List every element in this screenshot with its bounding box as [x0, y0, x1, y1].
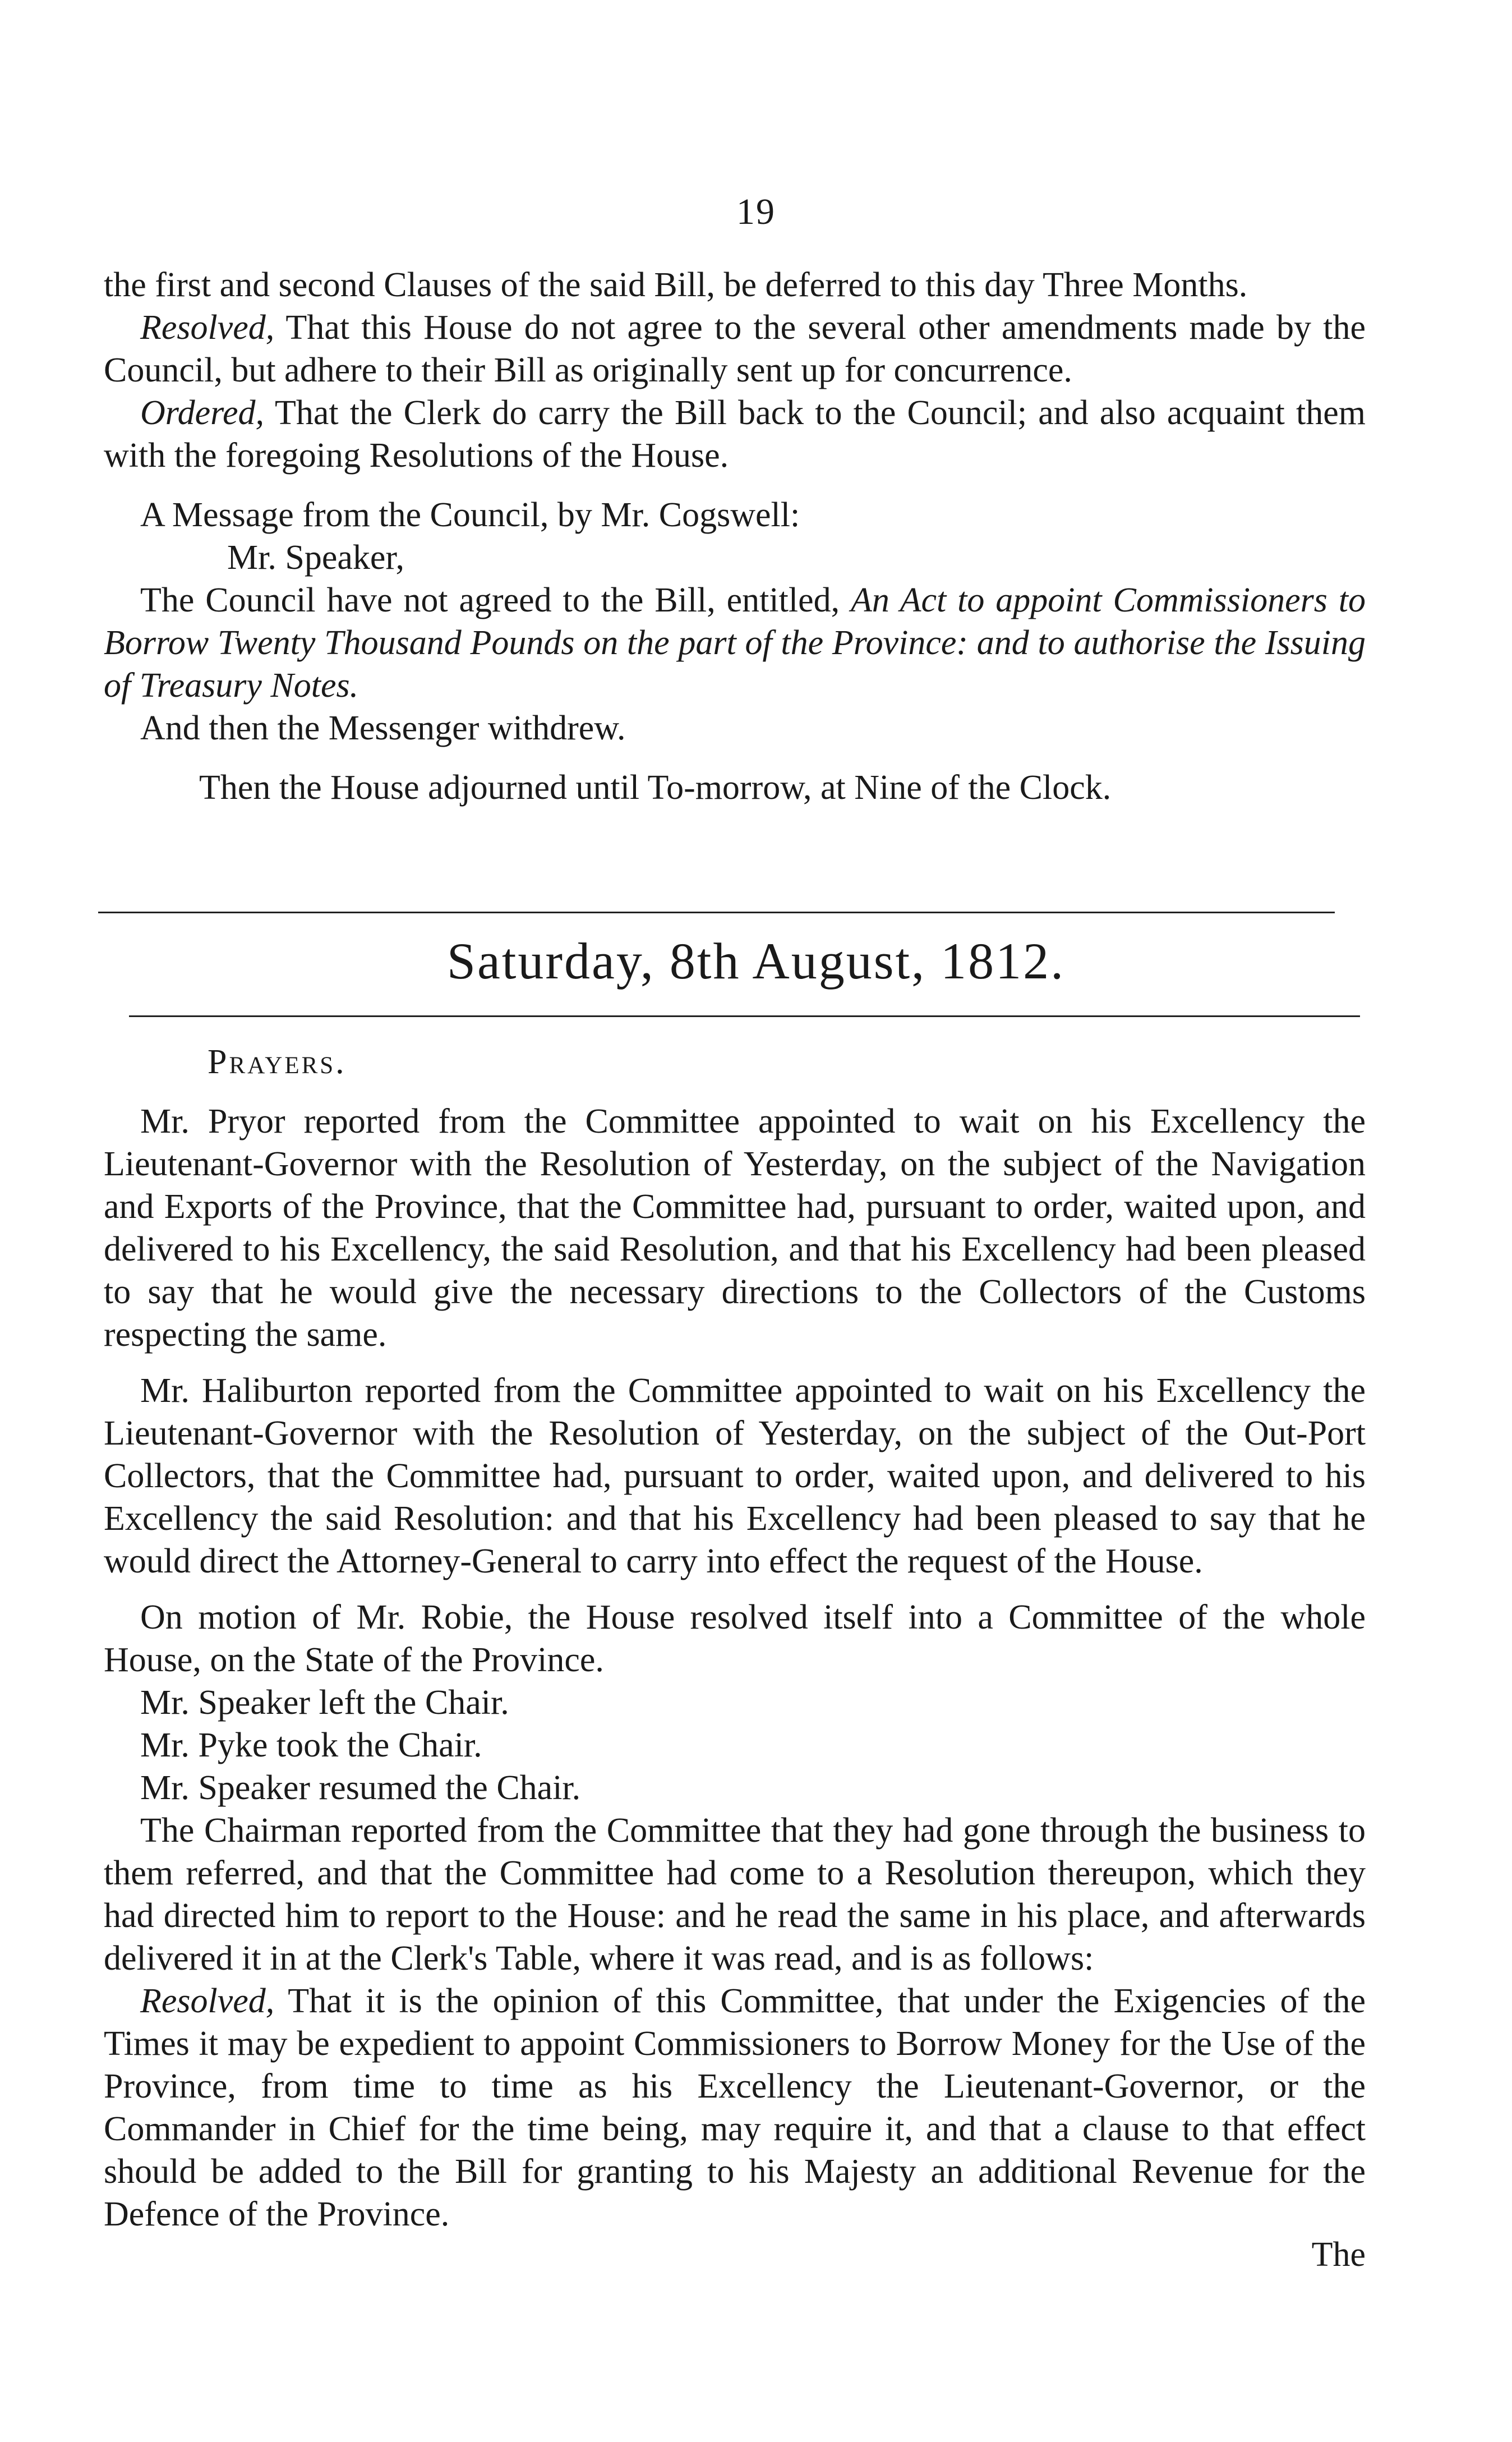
- top-section: [104, 264, 1366, 809]
- speaker-left: Mr. Speaker left the Chair.: [140, 1684, 509, 1722]
- message-salutation: Mr. Speaker,: [227, 539, 405, 577]
- speaker-resumed: Mr. Speaker resumed the Chair.: [140, 1769, 581, 1807]
- resolved-text: That this House do not agree to the several other amendments made by the Council, but adhere to their Bill as originally sent up for concurrence.: [104, 309, 1366, 389]
- message-body: [104, 579, 1366, 707]
- messenger-withdrew: And then the Messenger withdrew.: [140, 709, 626, 747]
- resolved2-word: Resolved,: [140, 1982, 275, 2020]
- resolved-paragraph: [104, 306, 1366, 392]
- resolved2-text: That it is the opinion of this Committee, that under the Exigencies of the Times it may be expedient to appoint Commissioners to Borrow Money for the Use of the Province, from time to time as his Excellency the Lieutenant-Governor, or the Commander in Chief for the time being, may require it, and that a clause to that effect should be added to the Bill for granting to his Majesty an additional Revenue for the Defence of the Province.: [104, 1982, 1366, 2233]
- bottom-section: [104, 1041, 1366, 2276]
- page-number: 19: [736, 191, 776, 232]
- divider-rule-top: [98, 912, 1335, 913]
- continuation-paragraph: the first and second Clauses of the said Bill, be deferred to this day Three Months.: [104, 266, 1248, 304]
- ordered-paragraph: [104, 392, 1366, 477]
- robie-motion: On motion of Mr. Robie, the House resolved itself into a Committee of the whole House, on the State of the Province.: [104, 1598, 1366, 1679]
- catchword: The: [1311, 2236, 1366, 2274]
- message-bill-title: An Act to appoint Commissioners to Borrow Twenty Thousand Pounds on the part of the Province: and to authorise the Issuing of Treasury Notes.: [104, 581, 1366, 705]
- haliburton-report: Mr. Haliburton reported from the Committee appointed to wait on his Excellency the Lieutenant-Governor with the Resolution of Yesterday, on the subject of the Out-Port Collectors, that the Committee had, pursuant to order, waited upon, and delivered to his Excellency the said Resolution: and that his Excellency had been pleased to say that he would direct the Attorney-General to carry into effect the request of the House.: [104, 1372, 1366, 1580]
- pyke-took: Mr. Pyke took the Chair.: [140, 1726, 482, 1764]
- ordered-text: That the Clerk do carry the Bill back to the Council; and also acquaint them with the foregoing Resolutions of the House.: [104, 394, 1366, 475]
- date-heading: Saturday, 8th August, 1812.: [446, 932, 1066, 990]
- divider-rule-bottom: [129, 1015, 1360, 1017]
- ordered-word: Ordered,: [140, 394, 264, 432]
- chairman-report: The Chairman reported from the Committee that they had gone through the business to them referred, and that the Committee had come to a Resolution thereupon, which they had directed him to report to the House: and he read the same in his place, and afterwards delivered it in at the Clerk's Table, where it was read, and is as follows:: [104, 1811, 1366, 1977]
- pryor-report: Mr. Pryor reported from the Committee appointed to wait on his Excellency the Lieutenant-Governor with the Resolution of Yesterday, on the subject of the Navigation and Exports of the Province, that the Committee had, pursuant to order, waited upon, and delivered to his Excellency, the said Resolution, and that his Excellency had been pleased to say that he would give the necessary directions to the Collectors of the Customs respecting the same.: [104, 1102, 1366, 1354]
- resolved-word: Resolved,: [140, 309, 275, 347]
- message-body-start: The Council have not agreed to the Bill, entitled,: [140, 581, 840, 619]
- prayers-heading: Prayers.: [208, 1043, 347, 1081]
- message-intro: A Message from the Council, by Mr. Cogswell:: [140, 496, 800, 534]
- resolved2-paragraph: [104, 1980, 1366, 2236]
- adjourned-line: Then the House adjourned until To-morrow, at Nine of the Clock.: [199, 769, 1112, 807]
